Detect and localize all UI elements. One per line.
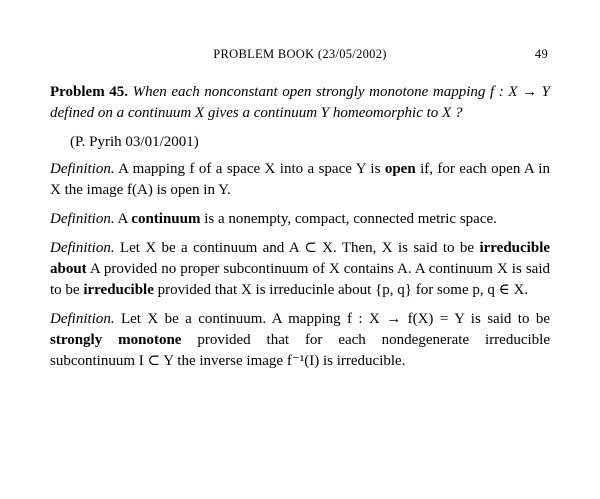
definition-text: if, for each open A in X the image f(A) is open in Y. [50,161,550,198]
definition-text: A [117,211,128,227]
definition-label: Definition. [50,311,115,327]
definition-label: Definition. [50,240,115,256]
problem-attribution: (P. Pyrih 03/01/2001) [70,134,199,150]
definition-irreducible [50,238,550,301]
defined-term: continuum [131,211,201,227]
definition-text: A mapping f of a space X into a space Y is [118,161,381,177]
problem-label: Problem 45. [50,84,129,100]
defined-term: open [384,161,416,177]
problem-text: When each nonconstant open strongly monotone mapping f : X → Y defined on a continuum X gives a continuum Y homeomorphic to X ? [50,84,551,121]
problem-statement [50,82,550,124]
page-body [50,82,550,380]
definition-label: Definition. [50,211,115,227]
defined-term: irreducible [83,282,154,298]
definition-open [50,159,550,201]
definition-continuum [50,209,550,230]
definition-text: provided that for each nondegenerate irreducible subcontinuum I ⊂ Y the inverse image f⁻¹(I) is irreducible. [50,332,550,369]
definition-text: is a nonempty, compact, connected metric space. [204,211,497,227]
defined-term: strongly monotone [50,332,182,348]
running-title: PROBLEM BOOK (23/05/2002) [213,47,387,61]
definition-text: A provided no proper subcontinuum of X contains A. A continuum X is said to be [50,261,550,298]
definition-label: Definition. [50,161,115,177]
defined-term: irreducible about [50,240,551,277]
definition-text: provided that X is irreducinle about {p, q} for some p, q ∈ X. [157,282,529,298]
definition-text: Let X be a continuum and A ⊂ X. Then, X is said to be [119,240,475,256]
definition-text: Let X be a continuum. A mapping f : X → f(X) = Y is said to be [120,311,551,327]
page-number: 49 [534,47,548,61]
definition-strongly-monotone [50,309,550,372]
